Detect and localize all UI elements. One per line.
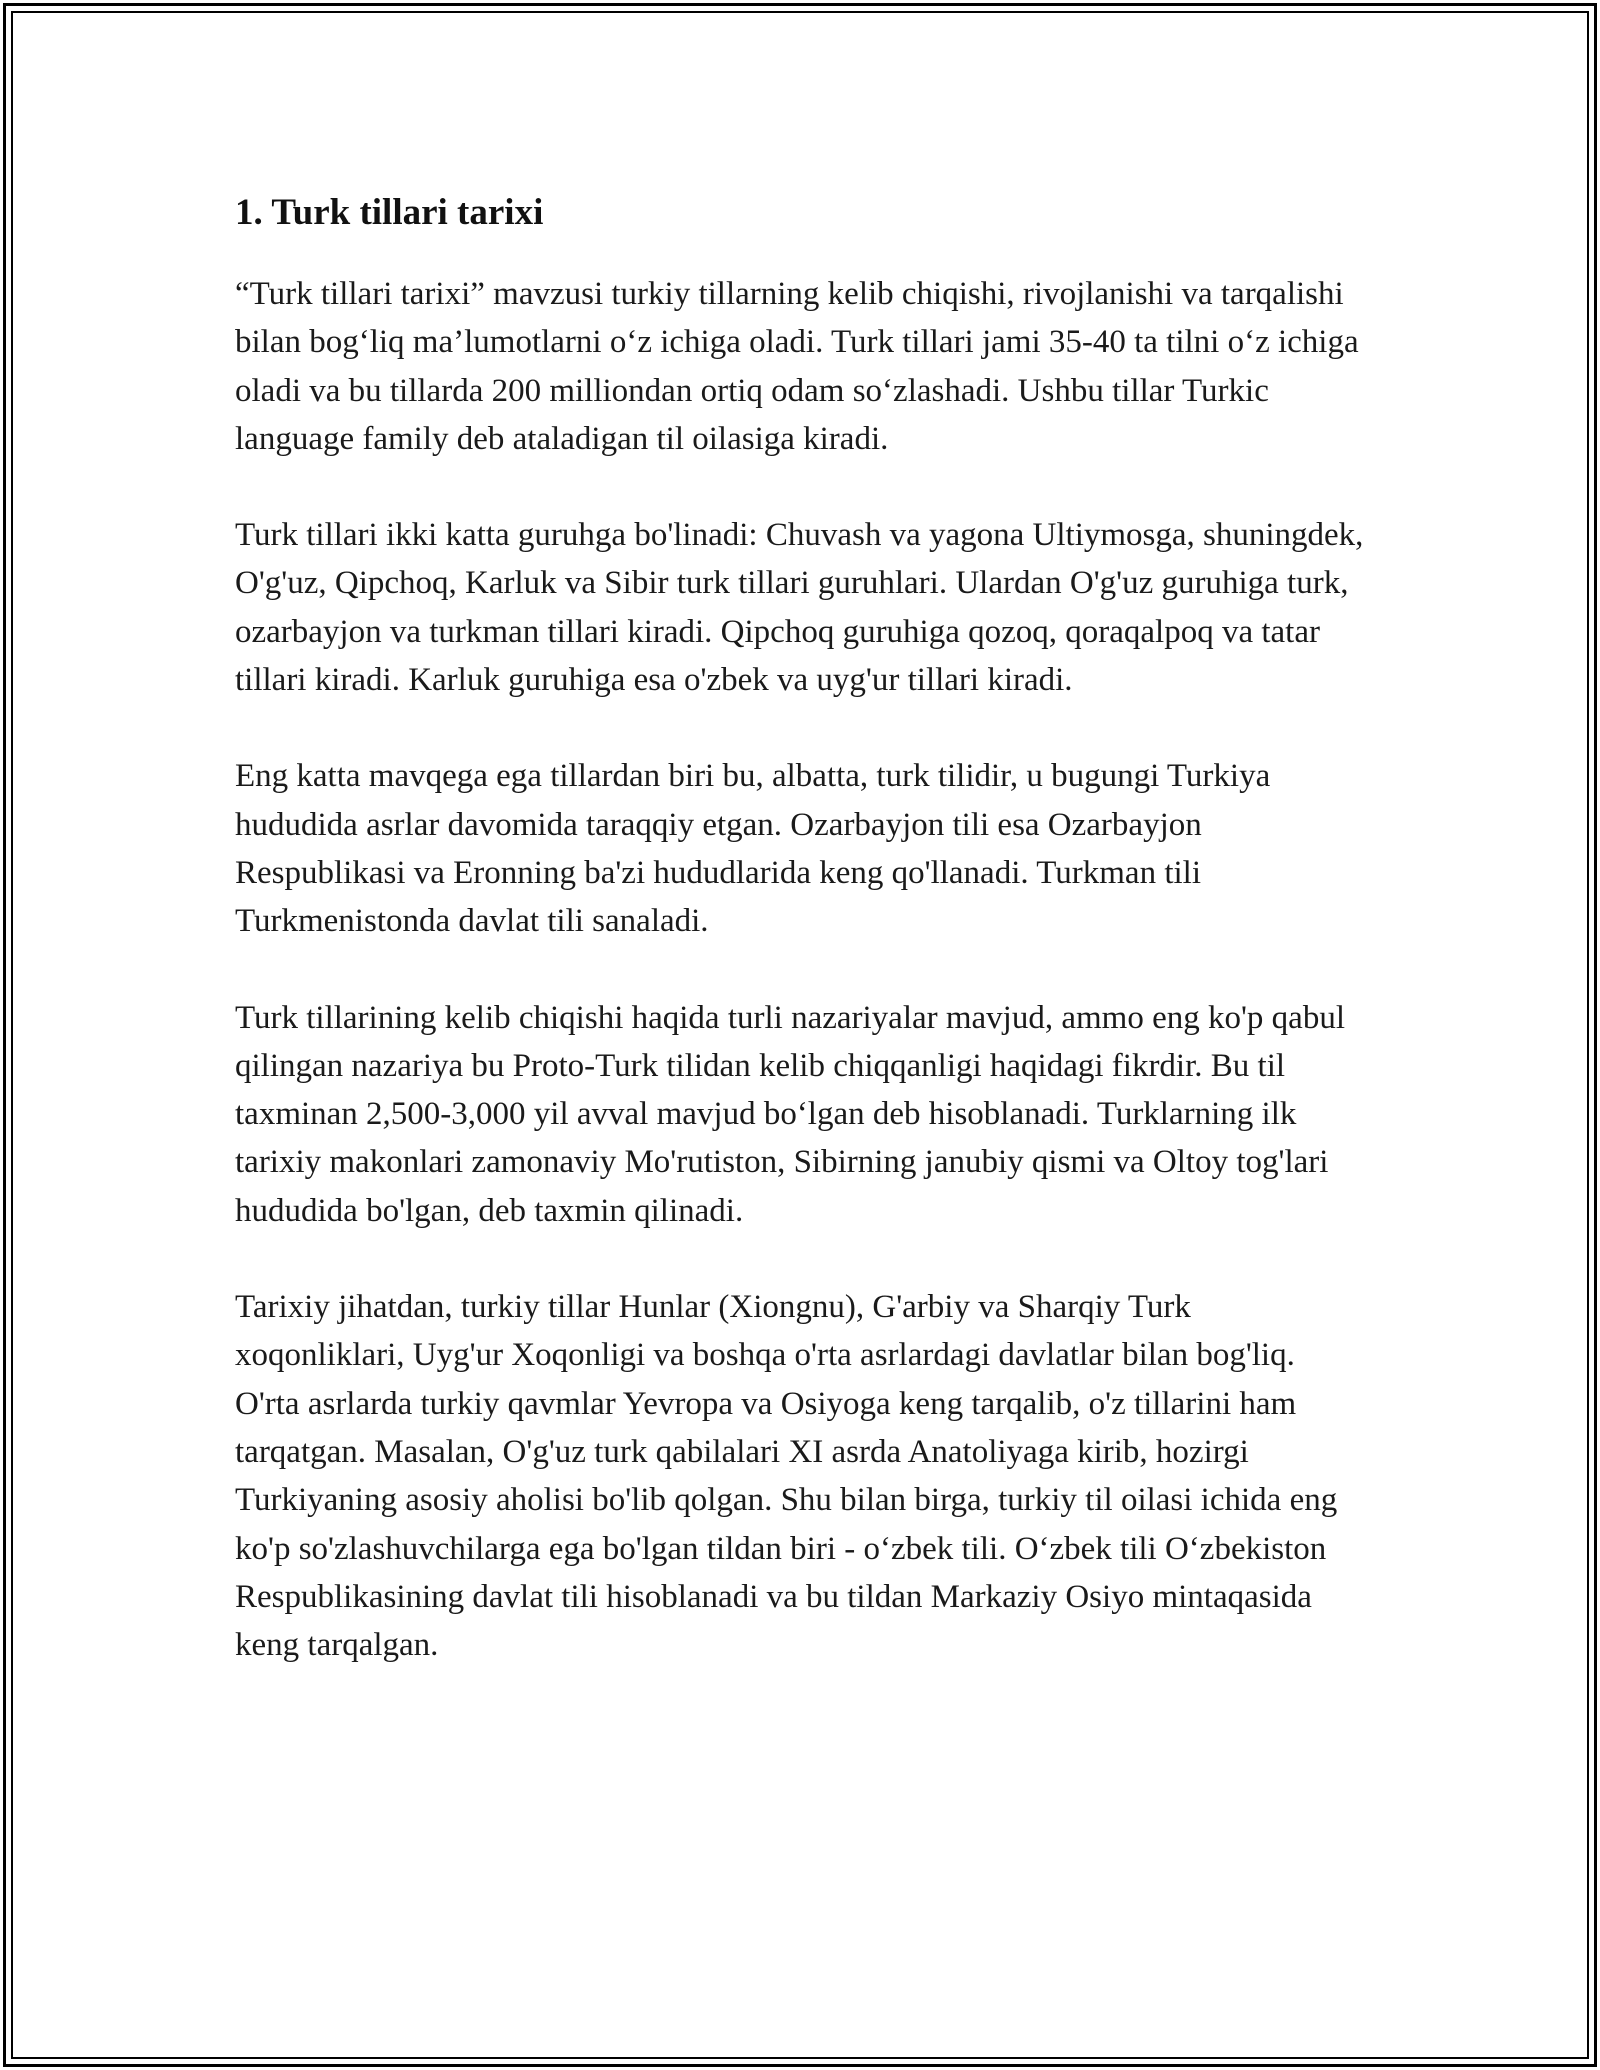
section-title: 1. Turk tillari tarixi	[235, 192, 544, 233]
paragraph-groups: Turk tillari ikki katta guruhga bo'linadi: Chuvash va yagona Ultiymosga, shuningdek, O'g'uz, Qipchoq, Karluk va Sibir turk tillari guruhlari. Ulardan O'g'uz guruhiga turk, ozarbayjon va turkman tillari kiradi. Qipchoq guruhiga qozoq, qoraqalpoq va tatar tillari kiradi. Karluk guruhiga esa o'zbek va uyg'ur tillari kiradi.	[235, 517, 1364, 699]
paragraph-history: Tarixiy jihatdan, turkiy tillar Hunlar (Xiongnu), G'arbiy va Sharqiy Turk xoqonliklari, Uyg'ur Xoqonligi va boshqa o'rta asrlardagi davlatlar bilan bog'liq. O'rta asrlarda turkiy qavmlar Yevropa va Osiyoga keng tarqalib, o'z tillarini ham tarqatgan. Masalan, O'g'uz turk qabilalari XI asrda Anatoliyaga kirib, hozirgi Turkiyaning asosiy aholisi bo'lib qolgan. Shu bilan birga, turkiy til oilasi ichida eng ko'p so'zlashuvchilarga ega bo'lgan tildan biri - o‘zbek tili. O‘zbek tili O‘zbekiston Respublikasining davlat tili hisoblanadi va bu tildan Markaziy Osiyo mintaqasida keng tarqalgan.	[235, 1289, 1338, 1664]
paragraph-intro: “Turk tillari tarixi” mavzusi turkiy tillarning kelib chiqishi, rivojlanishi va tarqalishi bilan bog‘liq ma’lumotlarni o‘z ichiga oladi. Turk tillari jami 35-40 ta tilni o‘z ichiga oladi va bu tillarda 200 milliondan ortiq odam so‘zlashadi. Ushbu tillar Turkic language family deb ataladigan til oilasiga kiradi.	[235, 276, 1359, 457]
paragraph-origins: Turk tillarining kelib chiqishi haqida turli nazariyalar mavjud, ammo eng ko'p qabul qilingan nazariya bu Proto-Turk tilidan kelib chiqqanligi haqidagi fikrdir. Bu til taxminan 2,500-3,000 yil avval mavjud bo‘lgan deb hisoblanadi. Turklarning ilk tarixiy makonlari zamonaviy Mo'rutiston, Sibirning janubiy qismi va Oltoy tog'lari hududida bo'lgan, deb taxmin qilinadi.	[235, 999, 1345, 1229]
paragraph-major-languages: Eng katta mavqega ega tillardan biri bu, albatta, turk tilidir, u bugungi Turkiya hududida asrlar davomida taraqqiy etgan. Ozarbayjon tili esa Ozarbayjon Respublikasi va Eronning ba'zi hududlarida keng qo'llanadi. Turkman tili Turkmenistonda davlat tili sanaladi.	[235, 758, 1271, 940]
document-body	[235, 190, 1365, 1717]
